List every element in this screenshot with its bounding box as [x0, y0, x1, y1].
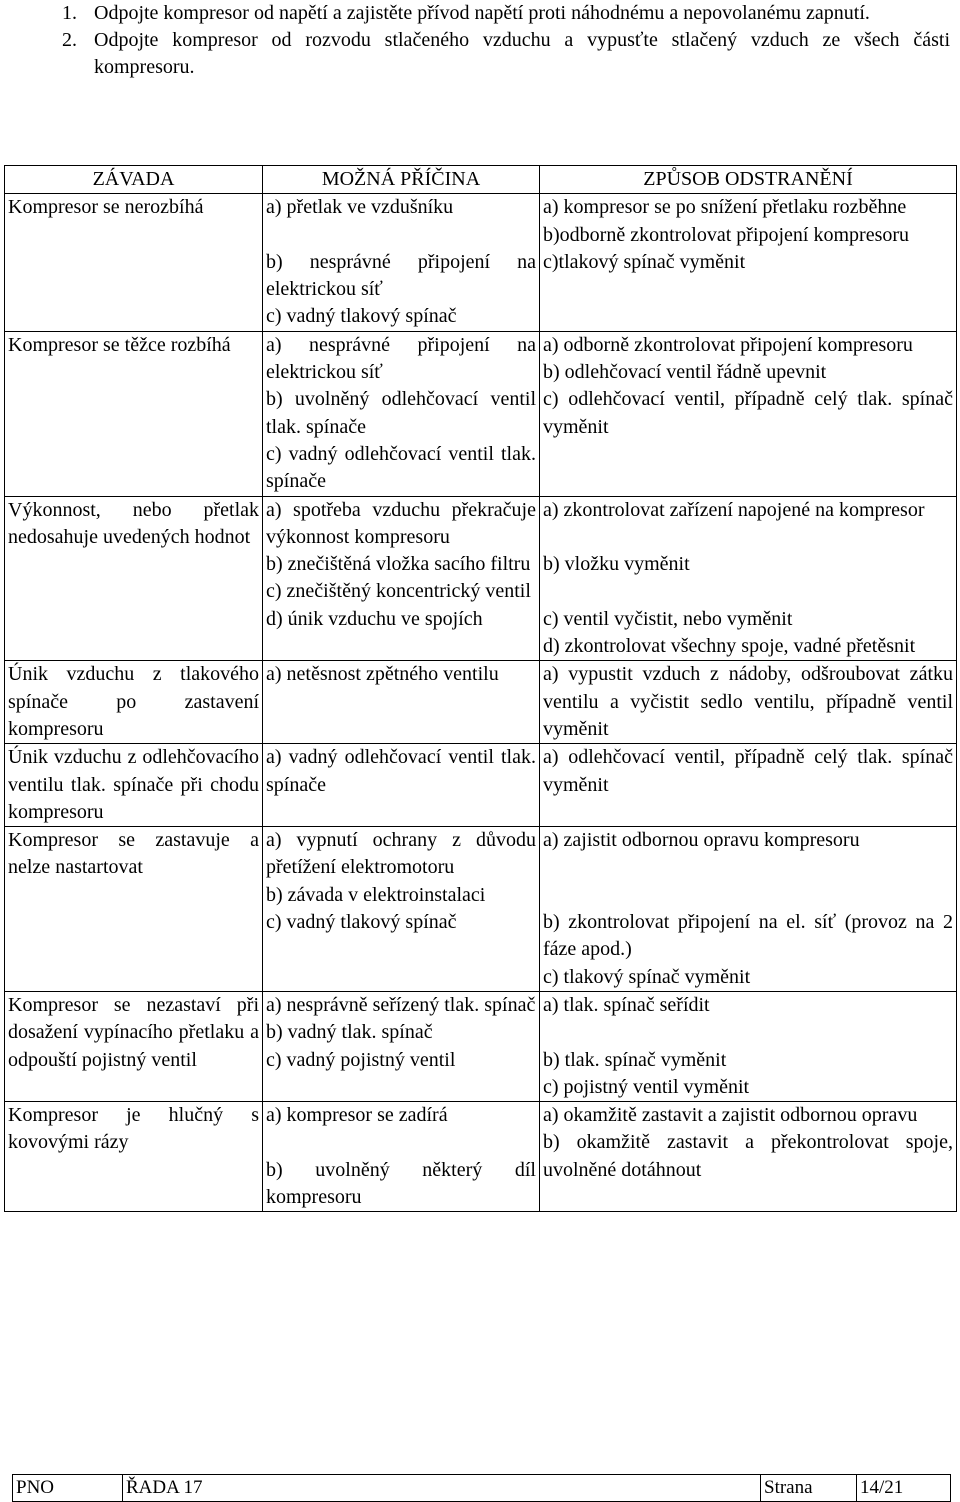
cause-item: b) znečištěná vložka sacího filtru	[266, 553, 531, 576]
remedy-item: c) odlehčovací ventil, případně celý tlak. spínač vyměnit	[543, 388, 953, 438]
footer-strana-label: Strana	[761, 1475, 857, 1502]
table-body	[5, 194, 957, 1212]
fault-cell	[5, 496, 263, 661]
cause-item: c) vadný pojistný ventil	[266, 1048, 456, 1071]
fault-text: Výkonnost, nebo přetlak nedosahuje uvedených hodnot	[8, 498, 259, 548]
cause-item: b) uvolněný odlehčovací ventil tlak. spínače	[266, 388, 536, 438]
intro-number: 2.	[62, 29, 77, 51]
footer-pno: PNO	[13, 1475, 123, 1502]
fault-cell	[5, 1102, 263, 1212]
remedy-item: a) odborně zkontrolovat připojení kompresoru	[543, 333, 913, 356]
remedy-item: b) vložku vyměnit	[543, 553, 690, 576]
cause-item: b) nesprávné připojení na elektrickou síť	[266, 250, 536, 301]
cause-cell	[263, 744, 540, 827]
spacer	[543, 1019, 953, 1046]
remedy-item: a) zkontrolovat zařízení napojené na kompresor	[543, 498, 925, 521]
cause-cell	[263, 194, 540, 331]
cause-item: c) vadný tlakový spínač	[266, 305, 457, 328]
header-remedy: ZPŮSOB ODSTRANĚNÍ	[540, 166, 957, 194]
fault-text: Kompresor se nerozbíhá	[8, 196, 204, 219]
cause-item: b) uvolněný některý díl kompresoru	[266, 1158, 536, 1208]
cause-cell	[263, 661, 540, 744]
table-row	[5, 331, 957, 496]
remedy-item: b) zkontrolovat připojení na el. síť (provoz na 2 fáze apod.)	[543, 911, 953, 961]
intro-text: Odpojte kompresor od rozvodu stlačeného vzduchu a vypusťte stlačený vzduch ze všech části kompresoru.	[94, 29, 950, 78]
fault-text: Kompresor se zastavuje a nelze nastartovat	[8, 829, 259, 879]
spacer	[543, 578, 953, 605]
table-header-row	[5, 166, 957, 194]
cause-item: a) spotřeba vzduchu překračuje výkonnost kompresoru	[266, 498, 536, 548]
table-row	[5, 1102, 957, 1212]
fault-cell	[5, 331, 263, 496]
remedy-item: b) odlehčovací ventil řádně upevnit	[543, 361, 827, 384]
remedy-item: b) okamžitě zastavit a překontrolovat spoje, uvolněné dotáhnout	[543, 1131, 953, 1181]
footer-series: ŘADA 17	[123, 1475, 761, 1502]
intro-number: 1.	[62, 2, 77, 24]
intro-item	[50, 27, 950, 81]
cause-cell	[263, 496, 540, 661]
footer-page-number: 14/21	[857, 1475, 951, 1502]
intro-text: Odpojte kompresor od napětí a zajistěte přívod napětí proti náhodnému a nepovolanému zapnutí.	[94, 2, 870, 24]
fault-cell	[5, 661, 263, 744]
table-row	[5, 991, 957, 1101]
remedy-item: c) ventil vyčistit, nebo vyměnit	[543, 607, 793, 630]
fault-text: Kompresor se nezastaví při dosažení vypínacího přetlaku a odpouští pojistný ventil	[8, 993, 259, 1071]
remedy-cell	[540, 496, 957, 661]
cause-cell	[263, 331, 540, 496]
remedy-cell	[540, 827, 957, 992]
fault-cell	[5, 827, 263, 992]
page-footer	[12, 1474, 951, 1502]
cause-item: a) nesprávně seřízený tlak. spínač	[266, 993, 536, 1016]
cause-item: a) nesprávné připojení na elektrickou síť	[266, 333, 536, 384]
spacer	[543, 882, 953, 909]
remedy-cell	[540, 1102, 957, 1212]
remedy-item: a) okamžitě zastavit a zajistit odbornou opravu	[543, 1104, 918, 1127]
remedy-item: a) vypustit vzduch z nádoby, odšroubovat zátku ventilu a vyčistit sedlo ventilu, případně ventil vyměnit	[543, 663, 953, 740]
remedy-item: d) zkontrolovat všechny spoje, vadné přetěsnit	[543, 635, 916, 658]
cause-item: b) vadný tlak. spínač	[266, 1021, 433, 1044]
spacer	[266, 222, 536, 249]
spacer	[266, 1129, 536, 1156]
cause-cell	[263, 1102, 540, 1212]
table-row	[5, 827, 957, 992]
header-cause: MOŽNÁ PŘÍČINA	[263, 166, 540, 194]
header-fault: ZÁVADA	[5, 166, 263, 194]
cause-item: a) netěsnost zpětného ventilu	[266, 663, 499, 686]
troubleshooting-table	[4, 165, 957, 1212]
remedy-item: b)odborně zkontrolovat připojení kompresoru	[543, 223, 910, 246]
cause-item: a) přetlak ve vzdušníku	[266, 196, 454, 219]
table-row	[5, 744, 957, 827]
remedy-cell	[540, 744, 957, 827]
cause-item: c) vadný tlakový spínač	[266, 911, 457, 934]
remedy-cell	[540, 661, 957, 744]
remedy-item: a) kompresor se po snížení přetlaku rozběhne	[543, 196, 907, 219]
fault-text: Kompresor se těžce rozbíhá	[8, 333, 231, 356]
fault-text: Únik vzduchu z tlakového spínače po zastavení kompresoru	[8, 663, 259, 740]
cause-item: b) závada v elektroinstalaci	[266, 883, 486, 906]
cause-cell	[263, 827, 540, 992]
table-row	[5, 661, 957, 744]
spacer	[543, 854, 953, 881]
cause-item: c) znečištěný koncentrický ventil	[266, 580, 531, 603]
intro-item	[50, 0, 950, 27]
remedy-cell	[540, 991, 957, 1101]
fault-cell	[5, 991, 263, 1101]
remedy-item: a) odlehčovací ventil, případně celý tlak. spínač vyměnit	[543, 746, 953, 796]
fault-cell	[5, 194, 263, 331]
remedy-item: b) tlak. spínač vyměnit	[543, 1048, 727, 1071]
remedy-item: a) zajistit odbornou opravu kompresoru	[543, 829, 860, 852]
remedy-item: c)tlakový spínač vyměnit	[543, 250, 746, 273]
remedy-cell	[540, 194, 957, 331]
cause-item: a) vypnutí ochrany z důvodu přetížení elektromotoru	[266, 829, 536, 879]
remedy-cell	[540, 331, 957, 496]
table-row	[5, 496, 957, 661]
cause-item: d) únik vzduchu ve spojích	[266, 607, 483, 630]
intro-list	[50, 0, 950, 81]
fault-cell	[5, 744, 263, 827]
footer-row	[13, 1475, 951, 1502]
remedy-item: c) tlakový spínač vyměnit	[543, 965, 751, 988]
table-row	[5, 194, 957, 331]
cause-item: c) vadný odlehčovací ventil tlak. spínače	[266, 442, 536, 493]
fault-text: Kompresor je hlučný s kovovými rázy	[8, 1104, 259, 1154]
cause-item: a) vadný odlehčovací ventil tlak. spínače	[266, 746, 536, 796]
cause-item: a) kompresor se zadírá	[266, 1104, 448, 1127]
cause-cell	[263, 991, 540, 1101]
remedy-item: a) tlak. spínač seřídit	[543, 993, 710, 1016]
fault-text: Únik vzduchu z odlehčovacího ventilu tlak. spínače při chodu kompresoru	[8, 746, 259, 823]
spacer	[543, 524, 953, 551]
remedy-item: c) pojistný ventil vyměnit	[543, 1075, 750, 1098]
